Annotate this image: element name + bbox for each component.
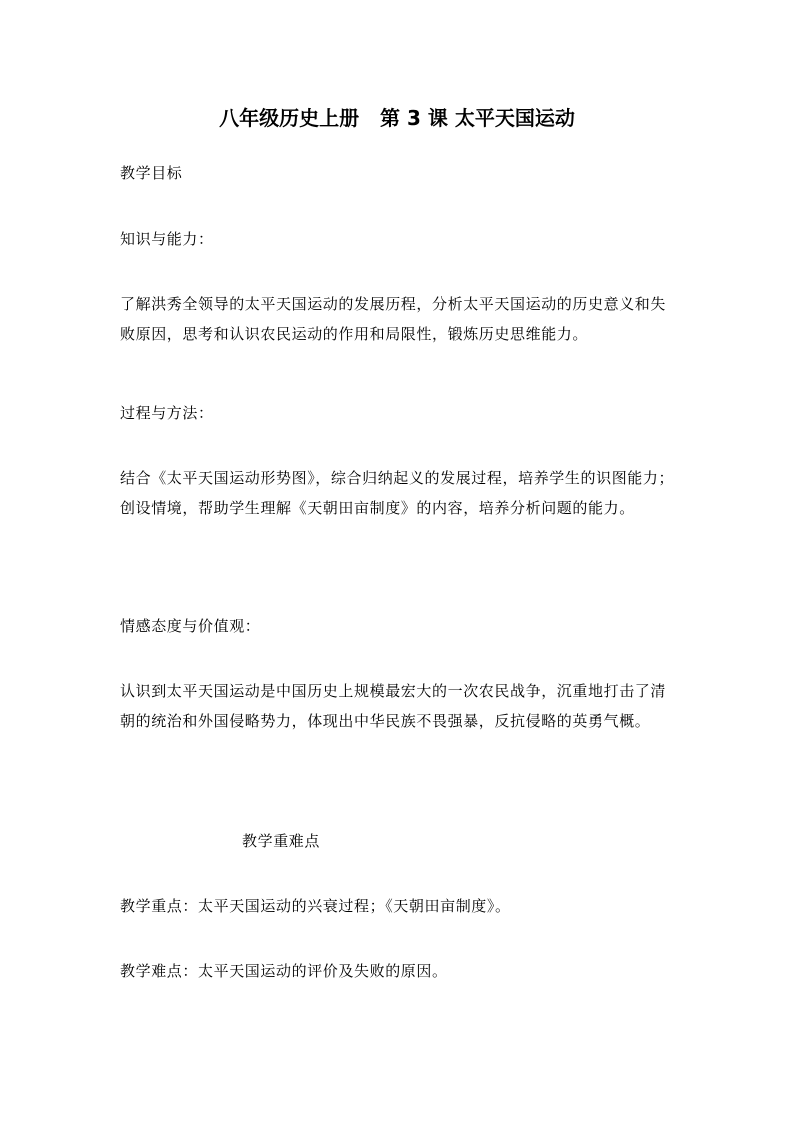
- paragraph-difficult-point: 教学难点：太平天国运动的评价及失败的原因。: [120, 962, 448, 980]
- paragraph-emotion-values: 认识到太平天国运动是中国历史上规模最宏大的一次农民战争，沉重地打击了清朝的统治和外国侵略势力，体现出中华民族不畏强暴，反抗侵略的英勇气概。: [120, 682, 667, 730]
- document-title: 八年级历史上册 第 3 课 太平天国运动: [219, 106, 575, 130]
- section-heading-key-difficult-points: 教学重难点: [242, 832, 321, 850]
- subheading-knowledge-ability: 知识与能力：: [120, 230, 214, 248]
- paragraph-key-point: 教学重点：太平天国运动的兴衰过程；《天朝田亩制度》。: [120, 897, 511, 915]
- subheading-process-method: 过程与方法：: [120, 404, 214, 422]
- paragraph-knowledge-ability: 了解洪秀全领导的太平天国运动的发展历程，分析太平天国运动的历史意义和失败原因，思考和认识农民运动的作用和局限性，锻炼历史思维能力。: [120, 295, 667, 343]
- paragraph-process-method: 结合《太平天国运动形势图》，综合归纳起义的发展过程，培养学生的识图能力；创设情境，帮助学生理解《天朝田亩制度》的内容，培养分析问题的能力。: [120, 469, 675, 517]
- section-heading-teaching-goals: 教学目标: [120, 164, 183, 182]
- subheading-emotion-values: 情感态度与价值观：: [120, 617, 261, 635]
